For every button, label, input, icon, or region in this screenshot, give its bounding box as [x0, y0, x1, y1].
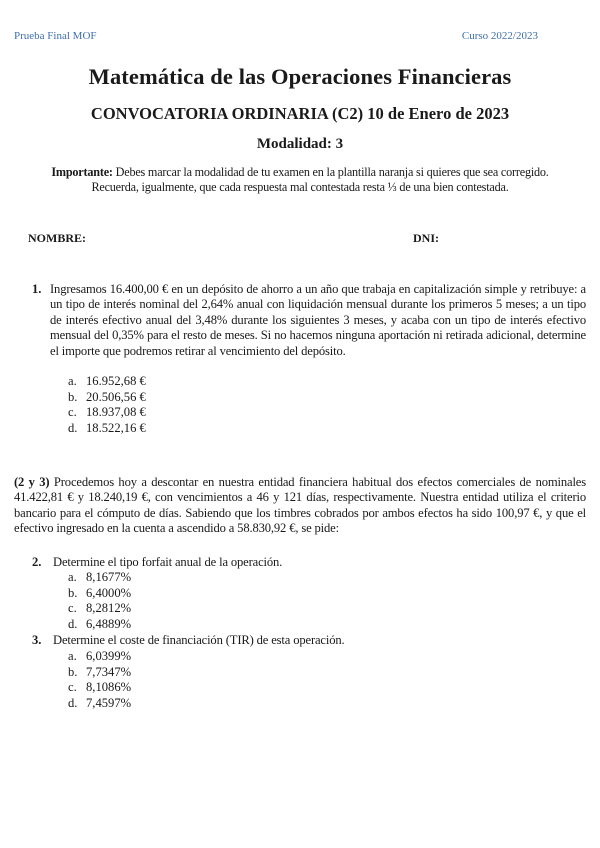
question-3-options [68, 649, 131, 711]
important-label: Importante: [51, 165, 113, 179]
question-1-options [68, 374, 146, 436]
option-b[interactable]: b. 20.506,56 € [68, 389, 146, 404]
exam-title: Matemática de las Operaciones Financieras [88, 64, 512, 89]
header-academic-year: Curso 2022/2023 [461, 30, 538, 42]
option-c[interactable]: c. 18.937,08 € [68, 405, 146, 420]
dni-label: DNI: [413, 231, 439, 245]
exam-subtitle: CONVOCATORIA ORDINARIA (C2) 10 de Enero de 2023 [90, 104, 510, 123]
exam-modality: Modalidad: 3 [256, 136, 344, 152]
important-line2: Recuerda, igualmente, que cada respuesta mal contestada resta ⅓ de una bien contestada. [91, 180, 509, 194]
option-c[interactable]: c. 8,2812% [68, 601, 132, 616]
question-number: 2. [32, 555, 42, 569]
block-label: (2 y 3) [14, 475, 50, 489]
option-d[interactable]: d. 7,4597% [68, 695, 132, 710]
question-number: 1. [32, 282, 42, 296]
option-d[interactable]: d. 18.522,16 € [68, 420, 146, 435]
option-b[interactable]: b. 6,4000% [68, 585, 132, 600]
option-d[interactable]: d. 6,4889% [68, 616, 132, 631]
header-course-name: Prueba Final MOF [14, 30, 97, 42]
important-line1: Debes marcar la modalidad de tu examen en la plantilla naranja si quieres que sea corregido. [112, 165, 549, 179]
option-c[interactable]: c. 8,1086% [68, 680, 132, 695]
shared-statement-2-3 [14, 475, 586, 537]
question-text: Determine el tipo forfait anual de la operación. [53, 555, 283, 569]
question-text: Ingresamos 16.400,00 € en un depósito de ahorro a un año que trabaja en capitalización simple y retribuye: a un tipo de interés nominal del 2,64% anual con liquidación mensual durante los primeros 5 meses; a un tipo de interés efectivo anual del 3,48% durante los siguientes 3 meses, y acaba con un tipo de interés efectivo mensual del 0,35% para el resto de meses. Si no hacemos ninguna aportación ni retirada adicional, determine el importe que podremos retirar al vencimiento del depósito. [50, 282, 586, 358]
nombre-label: NOMBRE: [28, 231, 86, 245]
question-2-options [68, 570, 131, 632]
important-notice [10, 165, 590, 195]
option-a[interactable]: a. 8,1677% [68, 570, 132, 584]
question-text: Determine el coste de financiación (TIR) de esta operación. [53, 633, 345, 647]
option-b[interactable]: b. 7,7347% [68, 664, 132, 679]
block-text: Procedemos hoy a descontar en nuestra entidad financiera habitual dos efectos comerciales de nominales 41.422,81 € y 18.240,19 €, con vencimientos a 46 y 121 días, respectivamente. Nuestra entidad utiliza el criterio bancario para el cómputo de días. Sabiendo que los timbres cobrados por ambos efectos ha sido 100,97 €, y que el efectivo ingresado en la cuenta a ascendido a 58.830,92 €, se pide: [14, 475, 586, 536]
option-a[interactable]: a. 16.952,68 € [68, 374, 146, 388]
option-a[interactable]: a. 6,0399% [68, 649, 132, 663]
question-number: 3. [32, 633, 42, 647]
